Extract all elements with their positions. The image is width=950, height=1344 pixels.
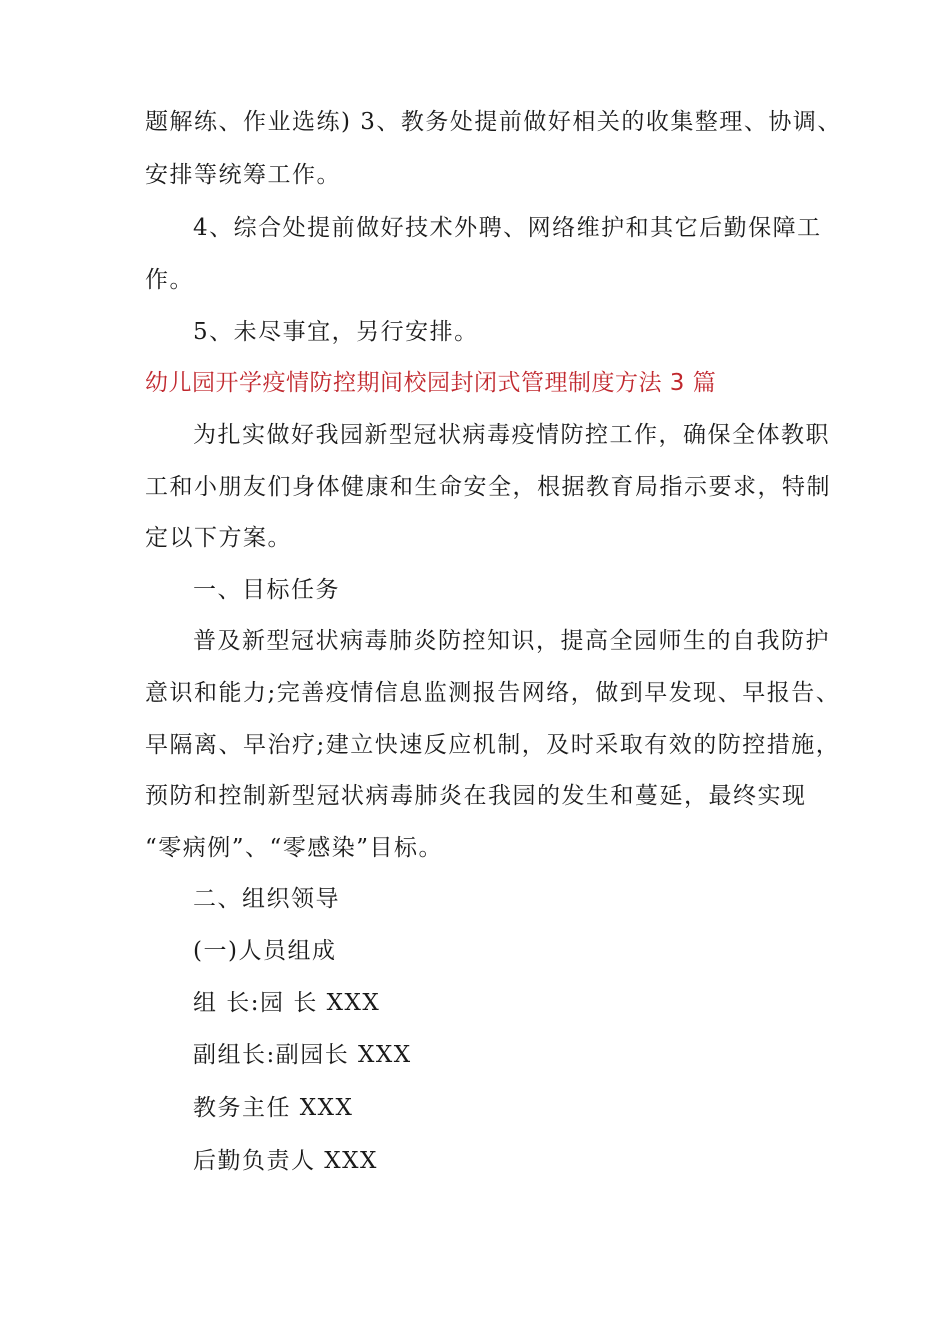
text-line: 5、未尽事宜，另行安排。 (193, 319, 479, 345)
subheading: 一、目标任务 (193, 577, 340, 603)
text-line: 工和小朋友们身体健康和生命安全，根据教育局指示要求，特制 (145, 474, 831, 500)
section-heading: 幼儿园开学疫情防控期间校园封闭式管理制度方法 3 篇 (145, 370, 717, 396)
text-line: 为扎实做好我园新型冠状病毒疫情防控工作，确保全体教职 (193, 422, 830, 448)
text-line: 预防和控制新型冠状病毒肺炎在我园的发生和蔓延，最终实现 (145, 783, 807, 809)
text-line: 教务主任 XXX (193, 1095, 354, 1121)
subheading: 二、组织领导 (193, 886, 340, 912)
text-line: 普及新型冠状病毒肺炎防控知识，提高全园师生的自我防护 (193, 628, 830, 654)
text-line: 后勤负责人 XXX (193, 1148, 378, 1174)
text-line: 定以下方案。 (145, 525, 292, 551)
text-line: 组 长:园 长 XXX (193, 990, 381, 1016)
text-line: “零病例”、“零感染”目标。 (145, 835, 444, 861)
text-line: 题解练、作业选练) 3、教务处提前做好相关的收集整理、协调、 (145, 109, 842, 135)
text-line: 作。 (145, 267, 194, 293)
text-line: 安排等统筹工作。 (145, 162, 341, 188)
text-line: 意识和能力;完善疫情信息监测报告网络，做到早发现、早报告、 (145, 680, 841, 706)
text-line: 早隔离、早治疗;建立快速反应机制，及时采取有效的防控措施， (145, 732, 841, 758)
text-line: 4、综合处提前做好技术外聘、网络维护和其它后勤保障工 (193, 215, 822, 241)
text-line: 副组长:副园长 XXX (193, 1042, 412, 1068)
subheading: (一)人员组成 (193, 938, 337, 964)
